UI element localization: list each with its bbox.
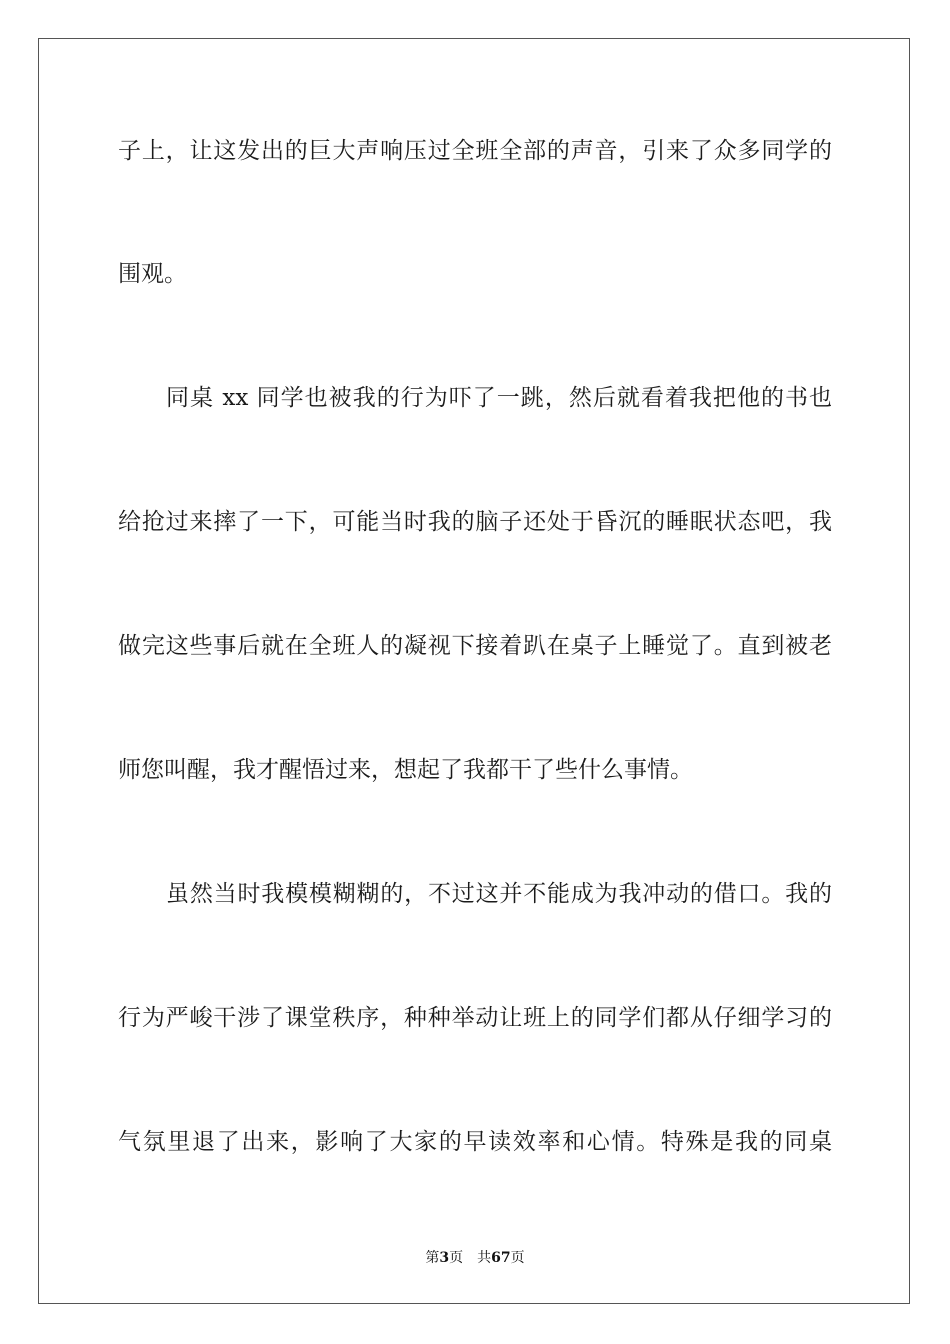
text-line-7: 虽然当时我模模糊糊的，不过这并不能成为我冲动的借口。我的 bbox=[166, 881, 832, 907]
page-footer bbox=[0, 1249, 950, 1267]
text-line-8: 行为严峻干涉了课堂秩序，种种举动让班上的同学们都从仔细学习的 bbox=[118, 1005, 832, 1031]
text-line-3: 同桌 xx 同学也被我的行为吓了一跳，然后就看着我把他的书也 bbox=[166, 385, 832, 411]
total-prefix: 共 bbox=[477, 1250, 492, 1266]
page-suffix: 页 bbox=[449, 1250, 464, 1266]
page-number: 3 bbox=[439, 1250, 450, 1266]
text-line-6: 师您叫醒，我才醒悟过来，想起了我都干了些什么事情。 bbox=[118, 757, 693, 783]
text-line-2: 围观。 bbox=[118, 261, 187, 287]
total-pages: 67 bbox=[491, 1250, 511, 1266]
page-prefix: 第 bbox=[425, 1250, 440, 1266]
text-line-9: 气氛里退了出来，影响了大家的早读效率和心情。特殊是我的同桌 bbox=[118, 1129, 832, 1155]
text-line-4: 给抢过来摔了一下，可能当时我的脑子还处于昏沉的睡眠状态吧，我 bbox=[118, 509, 832, 535]
text-line-1: 子上，让这发出的巨大声响压过全班全部的声音，引来了众多同学的 bbox=[118, 138, 832, 164]
text-line-5: 做完这些事后就在全班人的凝视下接着趴在桌子上睡觉了。直到被老 bbox=[118, 633, 832, 659]
total-suffix: 页 bbox=[510, 1250, 525, 1266]
page-border bbox=[38, 38, 910, 1304]
